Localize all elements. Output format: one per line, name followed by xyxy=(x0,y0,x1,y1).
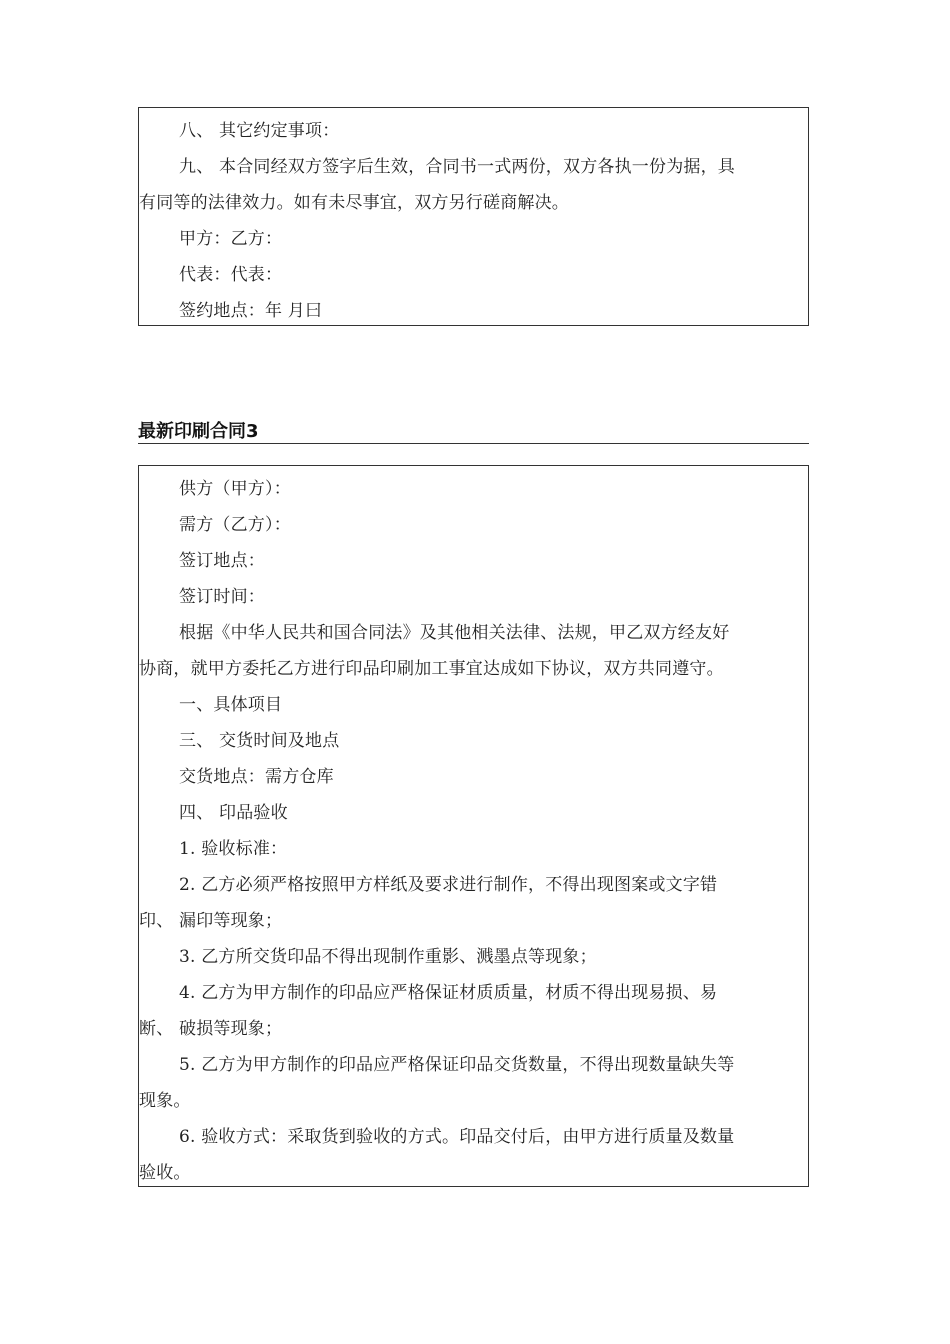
paragraph-line: 印、 漏印等现象； xyxy=(139,911,283,931)
paragraph-line: 甲方：乙方： xyxy=(179,229,283,249)
paragraph-line: 根据《中华人民共和国合同法》及其他相关法律、法规，甲乙双方经友好 xyxy=(179,623,730,643)
paragraph-line: 4. 乙方为甲方制作的印品应严格保证材质质量，材质不得出现易损、易 xyxy=(179,983,718,1003)
paragraph-line: 签订时间： xyxy=(179,587,265,607)
section-title: 最新印刷合同3 xyxy=(138,421,809,444)
paragraph-line: 九、 本合同经双方签字后生效，合同书一式两份，双方各执一份为据，具 xyxy=(179,157,736,177)
paragraph-line: 验收。 xyxy=(139,1163,191,1183)
paragraph-line: 签订地点： xyxy=(179,551,265,571)
paragraph-line: 2. 乙方必须严格按照甲方样纸及要求进行制作，不得出现图案或文字错 xyxy=(179,875,718,895)
paragraph-line: 现象。 xyxy=(139,1091,191,1111)
paragraph-line: 5. 乙方为甲方制作的印品应严格保证印品交货数量，不得出现数量缺失等 xyxy=(179,1055,735,1075)
printing-contract-box xyxy=(138,465,809,1187)
paragraph-line: 签约地点：年 月曰 xyxy=(179,301,323,321)
paragraph-line: 协商，就甲方委托乙方进行印品印刷加工事宜达成如下协议，双方共同遵守。 xyxy=(139,659,724,679)
paragraph-line: 四、 印品验收 xyxy=(179,803,288,823)
paragraph-line: 6. 验收方式：采取货到验收的方式。印品交付后，由甲方进行质量及数量 xyxy=(179,1127,735,1147)
paragraph-line: 一、具体项目 xyxy=(179,695,283,715)
paragraph-line: 八、 其它约定事项： xyxy=(179,121,340,141)
paragraph-line: 代表：代表： xyxy=(179,265,283,285)
paragraph-line: 交货地点：需方仓库 xyxy=(179,767,334,787)
paragraph-line: 1. 验收标准： xyxy=(179,839,288,859)
contract-terms-box xyxy=(138,107,809,326)
paragraph-line: 需方（乙方）： xyxy=(179,515,291,535)
paragraph-line: 三、 交货时间及地点 xyxy=(179,731,340,751)
paragraph-line: 有同等的法律效力。如有未尽事宜，双方另行磋商解决。 xyxy=(139,193,569,213)
paragraph-line: 3. 乙方所交货印品不得出现制作重影、溅墨点等现象； xyxy=(179,947,597,967)
paragraph-line: 供方（甲方）： xyxy=(179,479,291,499)
paragraph-line: 断、 破损等现象； xyxy=(139,1019,283,1039)
